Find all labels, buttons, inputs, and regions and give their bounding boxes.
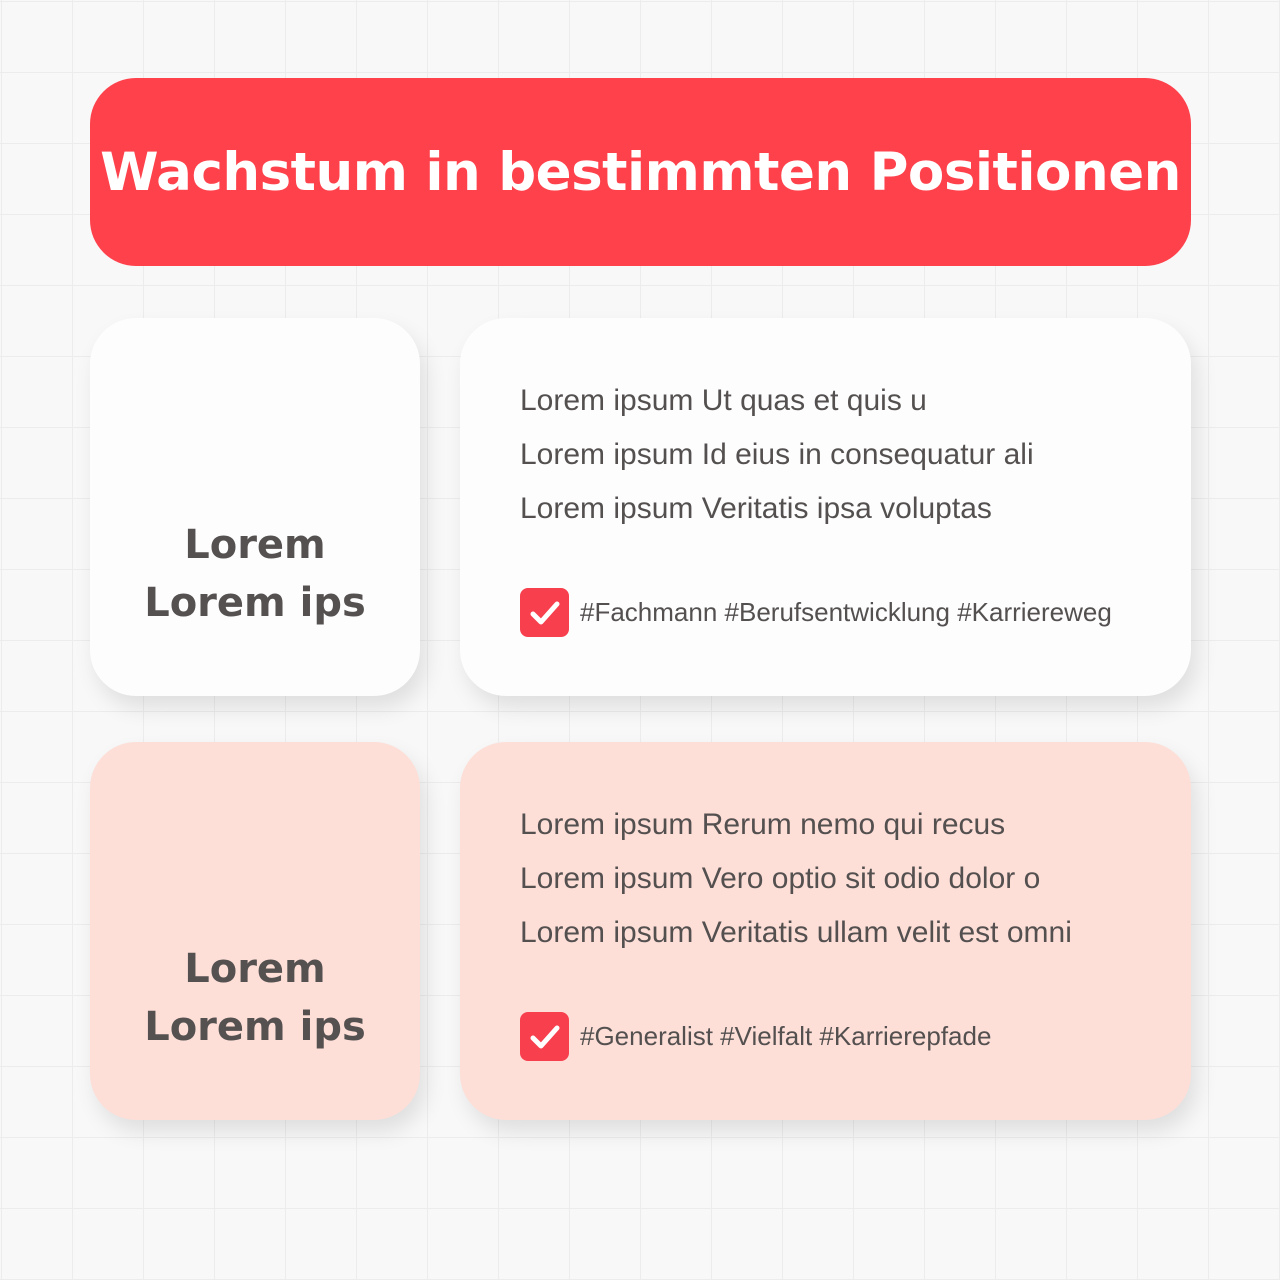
content-line: Lorem ipsum Ut quas et quis u [520,384,927,417]
check-icon [526,594,564,632]
row-content-card [460,318,1191,696]
content-line: Lorem ipsum Veritatis ipsa voluptas [520,492,992,525]
row-label-card [90,318,420,696]
page-title: Wachstum in bestimmten Positionen [100,141,1181,203]
content-line: Lorem ipsum Rerum nemo qui recus [520,808,1006,841]
tag-row [520,1012,991,1061]
row-content-card [460,742,1191,1120]
title-banner [90,78,1191,266]
row-label-line2: Lorem ips [144,1004,366,1050]
checkbox[interactable] [520,588,569,637]
content-line: Lorem ipsum Vero optio sit odio dolor o [520,862,1041,895]
row-label-line2: Lorem ips [144,580,366,626]
row-label-line1: Lorem [184,946,326,992]
tag-row [520,588,1112,637]
content-lines [520,374,1034,536]
content-line: Lorem ipsum Id eius in consequatur ali [520,438,1034,471]
hashtags: #Generalist #Vielfalt #Karrierepfade [580,1021,992,1051]
content-lines [520,798,1072,960]
row-label-card [90,742,420,1120]
content-line: Lorem ipsum Veritatis ullam velit est omni [520,916,1072,949]
check-icon [526,1018,564,1056]
hashtags: #Fachmann #Berufsentwicklung #Karriereweg [580,597,1112,627]
row-label-line1: Lorem [184,522,326,568]
checkbox[interactable] [520,1012,569,1061]
